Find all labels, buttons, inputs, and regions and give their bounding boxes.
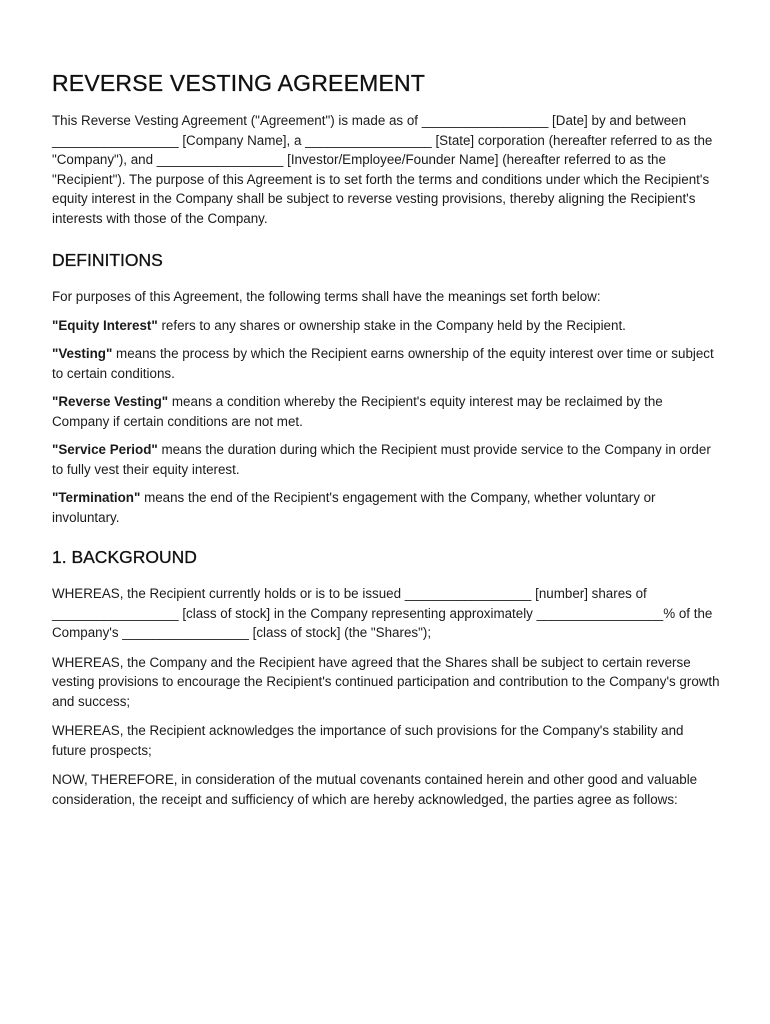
definitions-lead: For purposes of this Agreement, the following terms shall have the meanings set forth below: [52, 289, 601, 304]
definition-term: "Vesting" [52, 346, 113, 361]
definition-term: "Reverse Vesting" [52, 394, 169, 409]
background-paragraph: NOW, THEREFORE, in consideration of the mutual covenants contained herein and other good and valuable consideration, the receipt and sufficiency of which are hereby acknowledged, the parties agree as follows: [52, 772, 698, 807]
definition-text: means a condition whereby the Recipient's equity interest may be reclaimed by the Company if certain conditions are not met. [52, 394, 663, 429]
definition-term: "Termination" [52, 490, 141, 505]
definition-text: means the end of the Recipient's engagement with the Company, whether voluntary or involuntary. [52, 490, 656, 525]
definition-item [52, 488, 720, 527]
background-heading: 1. BACKGROUND [52, 547, 197, 567]
background-paragraph: WHEREAS, the Recipient acknowledges the importance of such provisions for the Company's stability and future prospects; [52, 723, 684, 758]
definition-text: means the duration during which the Recipient must provide service to the Company in order to fully vest their equity interest. [52, 442, 711, 477]
document-title: REVERSE VESTING AGREEMENT [52, 70, 426, 96]
definition-item [52, 316, 720, 336]
definition-text: refers to any shares or ownership stake in the Company held by the Recipient. [157, 317, 626, 333]
definition-term: "Equity Interest" [52, 317, 158, 333]
background-paragraph: WHEREAS, the Recipient currently holds or is to be issued _________________ [number] shares of _________________ [class of stock] in the Company representing approximately _________________% of the Company's _________________ [class of stock] (the "Shares"); [52, 586, 713, 640]
definition-text: means the process by which the Recipient earns ownership of the equity interest over time or subject to certain conditions. [52, 346, 714, 381]
background-paragraph: WHEREAS, the Company and the Recipient have agreed that the Shares shall be subject to certain reverse vesting provisions to encourage the Recipient's continued participation and contribution to the Company's growth and success; [52, 654, 720, 709]
intro-paragraph: This Reverse Vesting Agreement ("Agreement") is made as of _________________ [Date] by and between _________________ [Company Name], a _________________ [State] corporation (hereafter referred to as the "Company"), and _________________ [Investor/Employee/Founder Name] (hereafter referred to as the "Recipient"). The purpose of this Agreement is to set forth the terms and conditions under which the Recipient's equity interest in the Company shall be subject to reverse vesting provisions, thereby aligning the Recipient's interests with those of the Company. [52, 113, 713, 226]
definition-item [52, 344, 720, 383]
definitions-heading: DEFINITIONS [52, 250, 163, 270]
definition-item [52, 392, 720, 431]
definition-term: "Service Period" [52, 442, 158, 457]
definition-item [52, 440, 720, 479]
